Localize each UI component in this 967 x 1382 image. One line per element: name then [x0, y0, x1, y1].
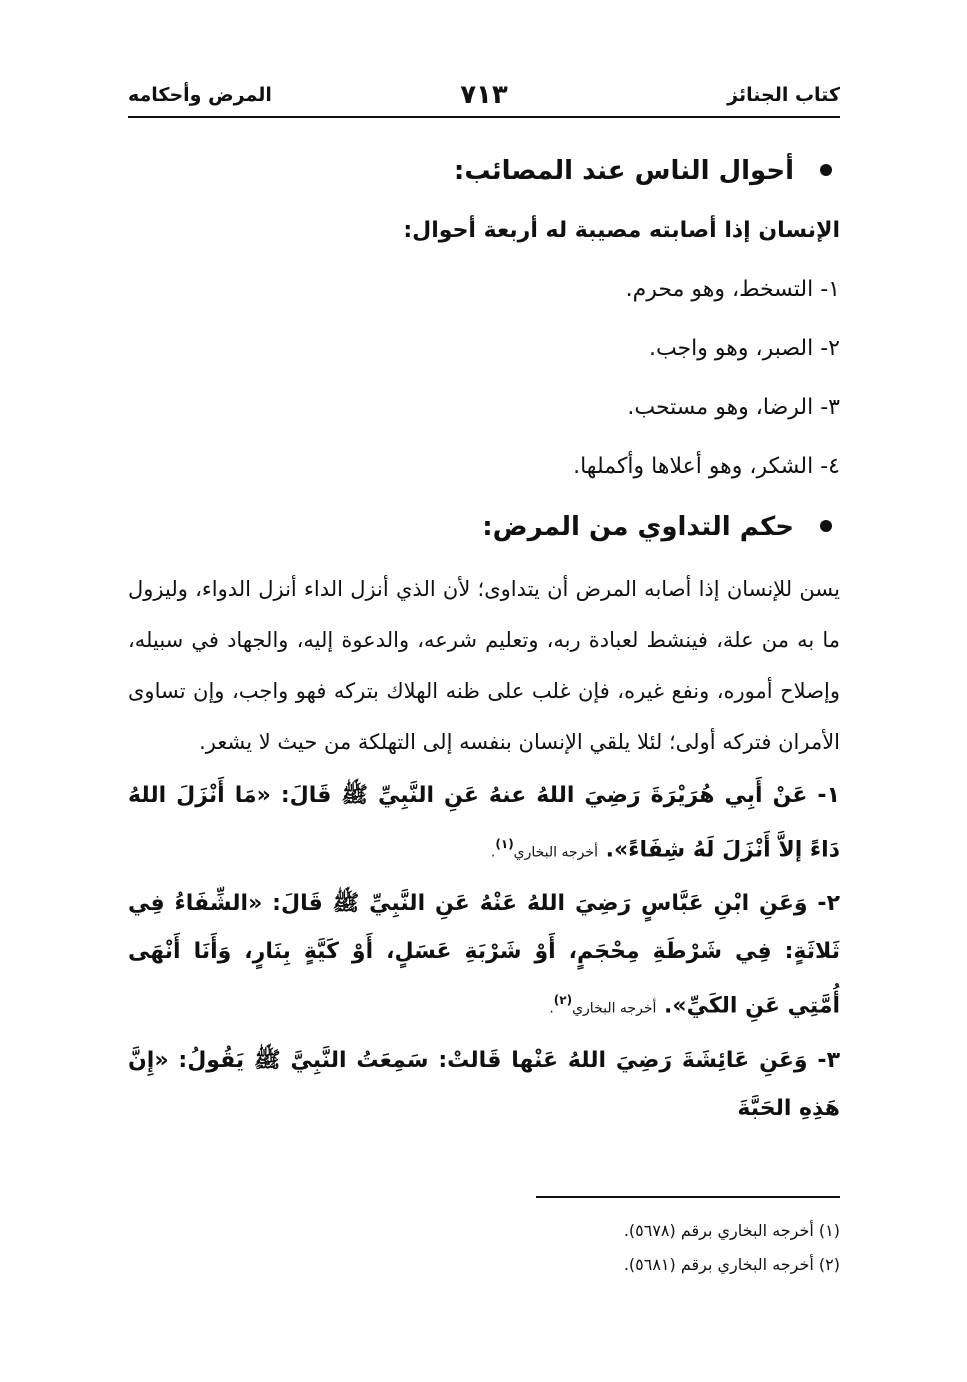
hadith-source: أخرجه البخاري — [513, 844, 598, 861]
page-number: ٧١٣ — [460, 80, 508, 110]
page-header — [128, 80, 840, 118]
hadith-2 — [128, 880, 840, 1032]
page-body — [128, 140, 840, 1133]
footnote-ref: (١) — [495, 837, 514, 851]
section-heading-text: أحوال الناس عند المصائب: — [453, 156, 794, 186]
bullet-icon — [820, 520, 832, 532]
hadith-tail: . — [549, 1000, 554, 1017]
section-heading-medication — [128, 496, 840, 558]
chapter-title: المرض وأحكامه — [128, 84, 272, 106]
list-item: ٤- الشكر، وهو أعلاها وأكملها. — [573, 454, 840, 479]
list-item: ٣- الرضا، وهو مستحب. — [627, 395, 840, 420]
footnote: (١) أخرجه البخاري برقم (٥٦٧٨). — [623, 1221, 840, 1240]
hadith-1 — [128, 772, 840, 876]
list-item: ١- التسخط، وهو محرم. — [625, 277, 840, 302]
hadith-text: ١- عَنْ أَبِي هُرَيْرَةَ رَضِيَ اللهُ عنهُ عَنِ النَّبِيِّ ﷺ قَالَ: «مَا أَنْزَلَ اللهُ دَاءً إلاَّ أَنْزَلَ لَهُ شِفَاءً». — [128, 783, 840, 863]
section-heading-text: حكم التداوي من المرض: — [482, 512, 794, 542]
body-paragraph: يسن للإنسان إذا أصابه المرض أن يتداوى؛ لأن الذي أنزل الداء أنزل الدواء، وليزول ما به من علة، فينشط لعبادة ربه، وتعليم شرعه، والدعوة إليه، والجهاد في سبيله، وإصلاح أموره، ونفع غيره، فإن غلب على ظنه الهلاك بتركه فهو واجب، وإن تساوى الأمران فتركه أولى؛ لئلا يلقي الإنسان بنفسه إلى التهلكة من حيث لا يشعر. — [128, 577, 840, 754]
book-title: كتاب الجنائز — [727, 84, 840, 106]
section-intro: الإنسان إذا أصابته مصيبة له أربعة أحوال: — [403, 218, 840, 243]
footnotes — [128, 1214, 840, 1282]
bullet-icon — [820, 164, 832, 176]
footnote-divider — [536, 1196, 840, 1198]
hadith-text: ٣- وَعَنِ عَائِشَةَ رَضِيَ اللهُ عَنْها قَالتْ: سَمِعَتُ النَّبِيَّ ﷺ يَقُولُ: «إِنَّ هَذِهِ الحَبَّةَ — [128, 1047, 840, 1121]
hadith-3 — [128, 1037, 840, 1133]
section-heading-calamities — [128, 140, 840, 202]
list-item: ٢- الصبر، وهو واجب. — [648, 336, 840, 361]
hadith-source: أخرجه البخاري — [572, 1000, 657, 1017]
hadith-text: ٢- وَعَنِ ابْنِ عَبَّاسٍ رَضِيَ اللهُ عَنْهُ عَنِ النَّبِيِّ ﷺ قَالَ: «الشِّفَاءُ فِي ثَلاثَةٍ: فِي شَرْطَةِ مِحْجَمٍ، أَوْ شَرْبَةِ عَسَلٍ، أَوْ كَيَّةٍ بِنَارٍ، وَأَنَا أَنْهَى أُمَّتِي عَنِ الكَيِّ». — [128, 891, 840, 1019]
hadith-tail: . — [490, 844, 496, 861]
footnote: (٢) أخرجه البخاري برقم (٥٦٨١). — [623, 1255, 840, 1274]
footnote-ref: (٢) — [553, 993, 573, 1008]
